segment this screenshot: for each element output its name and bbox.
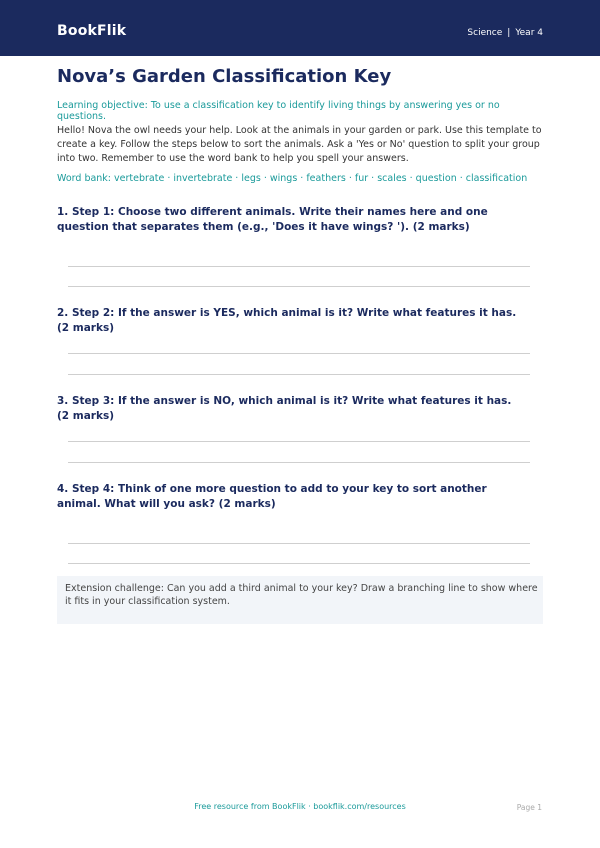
page-title: Nova’s Garden Classification Key [57,66,392,87]
intro-paragraph: Hello! Nova the owl needs your help. Look at the animals in your garden or park. Use this template to create a key. Follow the steps below to sort the animals. Ask a 'Yes or No' question to split your group into two. Remember to use the word bank to help you spell your answers. [57,125,542,164]
subject-label: Science [467,28,503,38]
answer-line-1a[interactable] [68,266,530,267]
question-1: 1. Step 1: Choose two different animals. Write their names here and one question that separates them (e.g., 'Does it have wings? '). (2 marks) [57,206,488,233]
extension-text: Extension challenge: Can you add a third animal to your key? Draw a branching line to show where it fits in your classification system. [65,583,538,607]
word-bank: Word bank: vertebrate · invertebrate · legs · wings · feathers · fur · scales · question · classification [57,173,528,184]
separator: | [507,28,511,38]
year-label: Year 4 [515,28,543,38]
answer-line-1b[interactable] [68,286,530,287]
answer-line-4a[interactable] [68,543,530,544]
header-bar [0,0,600,56]
brand-logo: BookFlik [57,23,127,39]
page-number: Page 1 [516,803,542,812]
question-2: 2. Step 2: If the answer is YES, which animal is it? Write what features it has. (2 marks) [57,307,517,334]
footer-source: Free resource from BookFlik · bookflik.com/resources [194,802,406,811]
answer-line-3a[interactable] [68,441,530,442]
question-3: 3. Step 3: If the answer is NO, which animal is it? Write what features it has. (2 marks) [57,395,512,422]
answer-line-2b[interactable] [68,374,530,375]
question-4: 4. Step 4: Think of one more question to add to your key to sort another animal. What will you ask? (2 marks) [57,483,487,510]
subject-year [467,28,543,38]
answer-line-4b[interactable] [68,563,530,564]
extension-box [57,576,543,624]
answer-line-3b[interactable] [68,462,530,463]
answer-line-2a[interactable] [68,353,530,354]
learning-objective: Learning objective: To use a classification key to identify living things by answering yes or no questions. [57,100,500,122]
